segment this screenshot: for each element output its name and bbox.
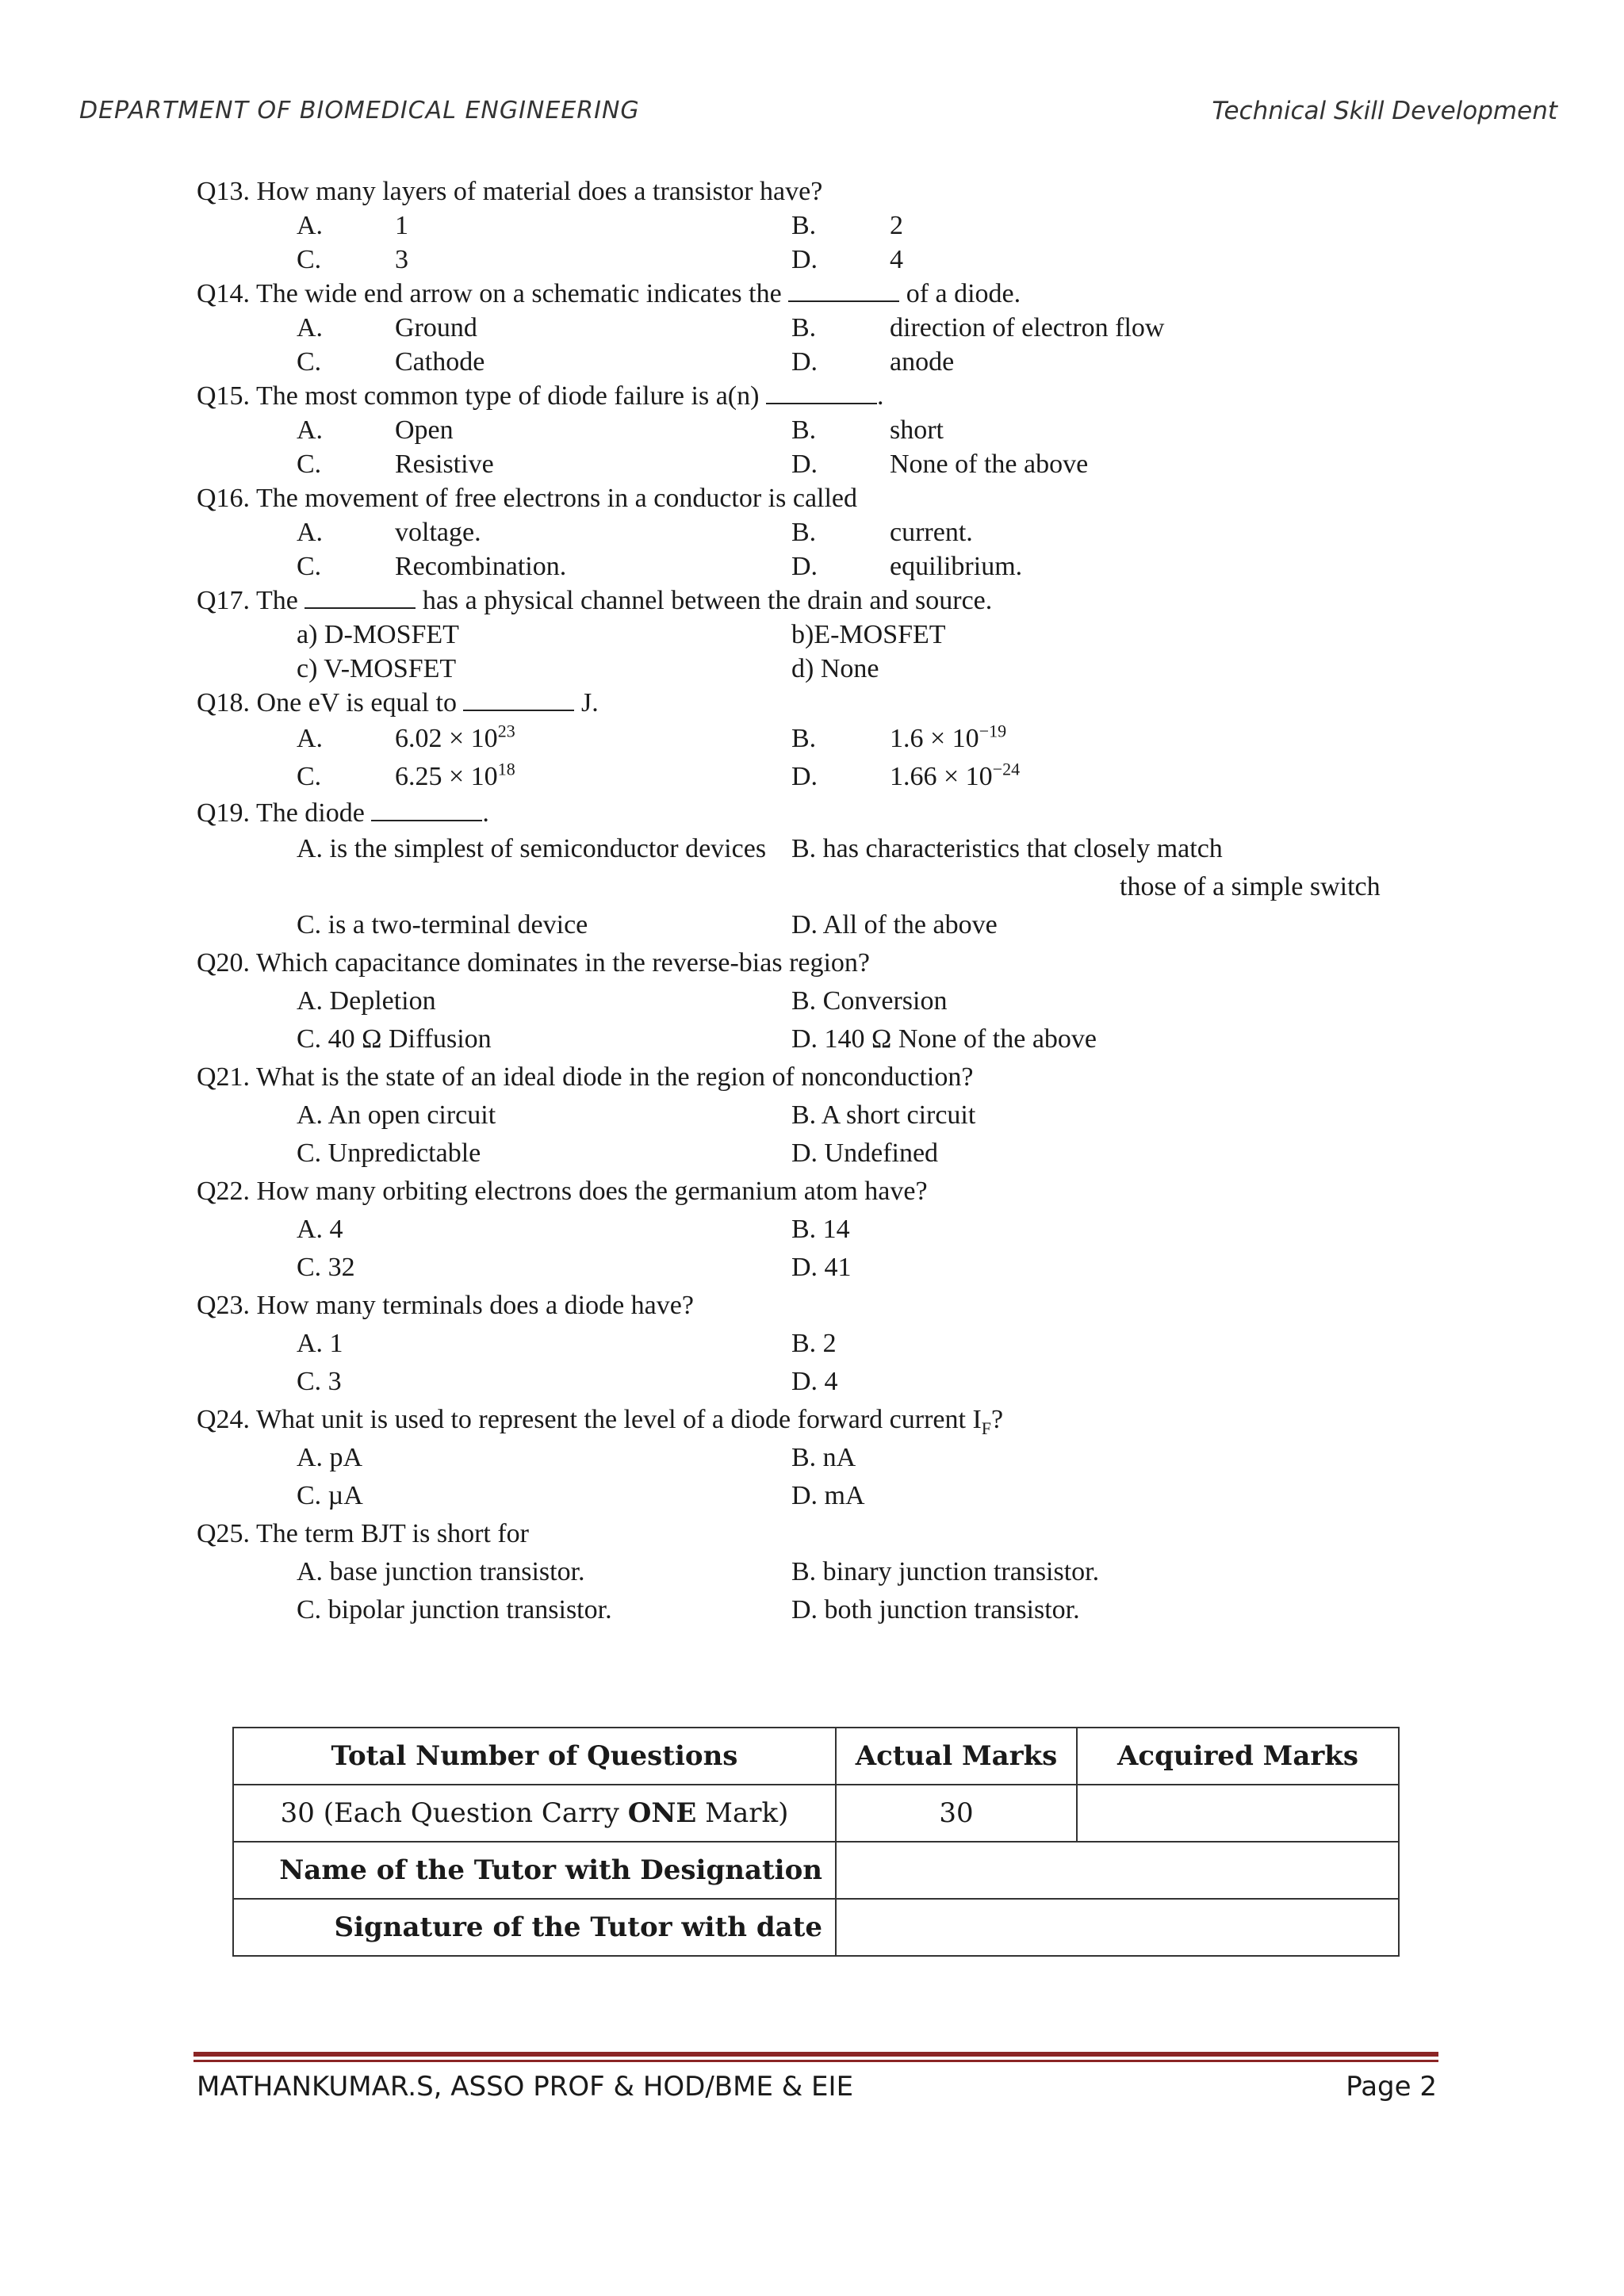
tutor-signature-cell[interactable]: [836, 1899, 1399, 1956]
options-row: [197, 413, 1434, 447]
options-row: [197, 1439, 1434, 1477]
answer-blank: [788, 278, 899, 302]
page-number: Page 2: [1346, 2071, 1437, 2103]
options-row: [197, 515, 1434, 549]
option-c: Recombination.: [395, 552, 567, 581]
option-label: D.: [791, 552, 818, 581]
header-actual-marks: Actual Marks: [836, 1728, 1077, 1785]
options-row: [197, 1096, 1434, 1135]
options-row: [197, 1477, 1434, 1515]
question-22: Q22. How many orbiting electrons does the germanium atom have?: [197, 1177, 928, 1206]
option-a: A. is the simplest of semiconductor devices: [297, 834, 767, 863]
options-row: [197, 209, 1434, 243]
question-14: Q14. The wide end arrow on a schematic indicates the of a diode.: [197, 279, 1021, 308]
option-label: C.: [297, 450, 322, 479]
option-c: C. bipolar junction transistor.: [297, 1595, 612, 1624]
option-b: b)E-MOSFET: [791, 620, 946, 649]
options-row: [197, 1325, 1434, 1363]
options-row: [197, 1363, 1434, 1401]
option-label: D.: [791, 245, 818, 274]
options-row: [197, 549, 1434, 584]
option-d: anode: [890, 347, 955, 377]
question-25: Q25. The term BJT is short for: [197, 1519, 529, 1548]
option-b: B. 14: [791, 1215, 850, 1244]
option-label: B.: [791, 415, 817, 445]
tutor-signature-label: Signature of the Tutor with date: [233, 1899, 836, 1956]
answer-blank: [463, 687, 574, 711]
option-label: A.: [297, 724, 324, 753]
footer-author: MATHANKUMAR.S, ASSO PROF & HOD/BME & EIE: [197, 2071, 854, 2103]
question-16: Q16. The movement of free electrons in a conductor is called: [197, 484, 858, 513]
question-15: Q15. The most common type of diode failure is a(n) .: [197, 381, 884, 411]
options-row: [197, 1591, 1434, 1629]
option-a: A. Depletion: [297, 986, 436, 1016]
option-c: Cathode: [395, 347, 485, 377]
option-a: A. base junction transistor.: [297, 1557, 585, 1586]
answer-blank: [304, 585, 416, 609]
answer-blank: [371, 798, 482, 821]
option-c: C. 3: [297, 1367, 342, 1396]
option-d: D. both junction transistor.: [791, 1595, 1080, 1624]
option-d: 4: [890, 245, 903, 274]
option-a: $6.02 \times 10^{23}$: [395, 721, 515, 753]
marks-table-row: [233, 1842, 1399, 1899]
option-label: A.: [297, 211, 324, 240]
options-row: [197, 830, 1434, 868]
options-row: [197, 618, 1434, 652]
option-label: C.: [297, 245, 322, 274]
tutor-name-cell[interactable]: [836, 1842, 1399, 1899]
options-row: [197, 982, 1434, 1020]
question-24: Q24. What unit is used to represent the level of a diode forward current $I_F$?: [197, 1405, 1004, 1438]
option-c: C. Unpredictable: [297, 1138, 481, 1168]
option-a: 1: [395, 211, 408, 240]
tutor-name-label: Name of the Tutor with Designation: [233, 1842, 836, 1899]
header-department: DEPARTMENT OF BIOMEDICAL ENGINEERING: [79, 97, 640, 124]
option-d: D. mA: [791, 1481, 865, 1510]
option-label: A.: [297, 313, 324, 342]
question-19: Q19. The diode .: [197, 798, 489, 828]
option-d: D. 4: [791, 1367, 838, 1396]
option-b: B. Conversion: [791, 986, 948, 1016]
option-d: equilibrium.: [890, 552, 1023, 581]
marks-table-header: [233, 1728, 1399, 1785]
options-row: [197, 758, 1434, 796]
options-row: [197, 311, 1434, 345]
option-c: C. is a two-terminal device: [297, 910, 588, 939]
option-b: short: [890, 415, 944, 445]
option-label: D.: [791, 762, 818, 791]
option-c: 3: [395, 245, 408, 274]
actual-marks-value: 30: [836, 1785, 1077, 1842]
question-17: Q17. The has a physical channel between the drain and source.: [197, 586, 993, 615]
option-c: Resistive: [395, 450, 494, 479]
option-c: C. 40 Ω Diffusion: [297, 1024, 492, 1054]
options-row: [197, 1020, 1434, 1058]
option-label: B.: [791, 211, 817, 240]
marks-table-row: [233, 1785, 1399, 1842]
option-d: D. Undefined: [791, 1138, 939, 1168]
option-b: B. 2: [791, 1329, 837, 1358]
header-course: Technical Skill Development: [1212, 97, 1557, 125]
option-b: B. nA: [791, 1443, 856, 1472]
option-label: C.: [297, 552, 322, 581]
option-a: A. An open circuit: [297, 1100, 496, 1130]
options-row: [197, 447, 1434, 481]
option-label: B.: [791, 518, 817, 547]
option-b: direction of electron flow: [890, 313, 1165, 342]
question-13: Q13. How many layers of material does a transistor have?: [197, 177, 823, 206]
option-c: C. µA: [297, 1481, 363, 1510]
option-c: c) V-MOSFET: [297, 654, 457, 683]
options-row: [197, 1211, 1434, 1249]
answer-blank: [766, 381, 877, 404]
question-23: Q23. How many terminals does a diode have?: [197, 1291, 694, 1320]
header-total-questions: Total Number of Questions: [233, 1728, 836, 1785]
option-c: C. 32: [297, 1253, 355, 1282]
options-row: [197, 652, 1434, 686]
marks-table-row: [233, 1899, 1399, 1956]
option-label: D.: [791, 450, 818, 479]
marks-table: [232, 1727, 1400, 1957]
option-label: B.: [791, 724, 817, 753]
option-b: B. A short circuit: [791, 1100, 976, 1130]
options-row: [197, 345, 1434, 379]
options-row: [197, 1135, 1434, 1173]
options-row: [197, 1553, 1434, 1591]
option-a: A. 1: [297, 1329, 343, 1358]
option-c: $6.25 \times 10^{18}$: [395, 759, 515, 791]
option-a: A. pA: [297, 1443, 363, 1472]
option-d: D. All of the above: [791, 910, 998, 939]
question-21: Q21. What is the state of an ideal diode in the region of nonconduction?: [197, 1062, 974, 1092]
options-row: [197, 720, 1434, 758]
option-label: B.: [791, 313, 817, 342]
footer-divider-thin: [193, 2060, 1438, 2062]
option-a: A. 4: [297, 1215, 343, 1244]
question-20: Q20. Which capacitance dominates in the reverse-bias region?: [197, 948, 871, 978]
option-d: None of the above: [890, 450, 1089, 479]
option-a: a) D-MOSFET: [297, 620, 459, 649]
total-questions-value: 30 (Each Question Carry ONE Mark): [233, 1785, 836, 1842]
option-d: D. 41: [791, 1253, 852, 1282]
footer-divider: [193, 2052, 1438, 2057]
option-b-continued: those of a simple switch: [1120, 872, 1381, 901]
options-row: [197, 1249, 1434, 1287]
option-b: 2: [890, 211, 903, 240]
option-label: D.: [791, 347, 818, 377]
option-label: C.: [297, 762, 322, 791]
question-18: Q18. One eV is equal to J.: [197, 688, 599, 718]
option-label: A.: [297, 518, 324, 547]
header-acquired-marks: Acquired Marks: [1077, 1728, 1399, 1785]
option-b: current.: [890, 518, 973, 547]
options-row: [197, 243, 1434, 277]
option-b: B. has characteristics that closely match: [791, 834, 1223, 863]
option-a: Ground: [395, 313, 477, 342]
option-d: d) None: [791, 654, 879, 683]
option-d: $1.66 \times 10^{-24}$: [890, 759, 1021, 791]
acquired-marks-cell[interactable]: [1077, 1785, 1399, 1842]
option-a: Open: [395, 415, 454, 445]
option-b: B. binary junction transistor.: [791, 1557, 1100, 1586]
option-label: A.: [297, 415, 324, 445]
option-b: $1.6 \times 10^{-19}$: [890, 721, 1007, 753]
question-list: [197, 174, 1434, 1629]
option-label: C.: [297, 347, 322, 377]
options-row: [197, 906, 1434, 944]
option-d: D. 140 Ω None of the above: [791, 1024, 1097, 1054]
option-a: voltage.: [395, 518, 481, 547]
